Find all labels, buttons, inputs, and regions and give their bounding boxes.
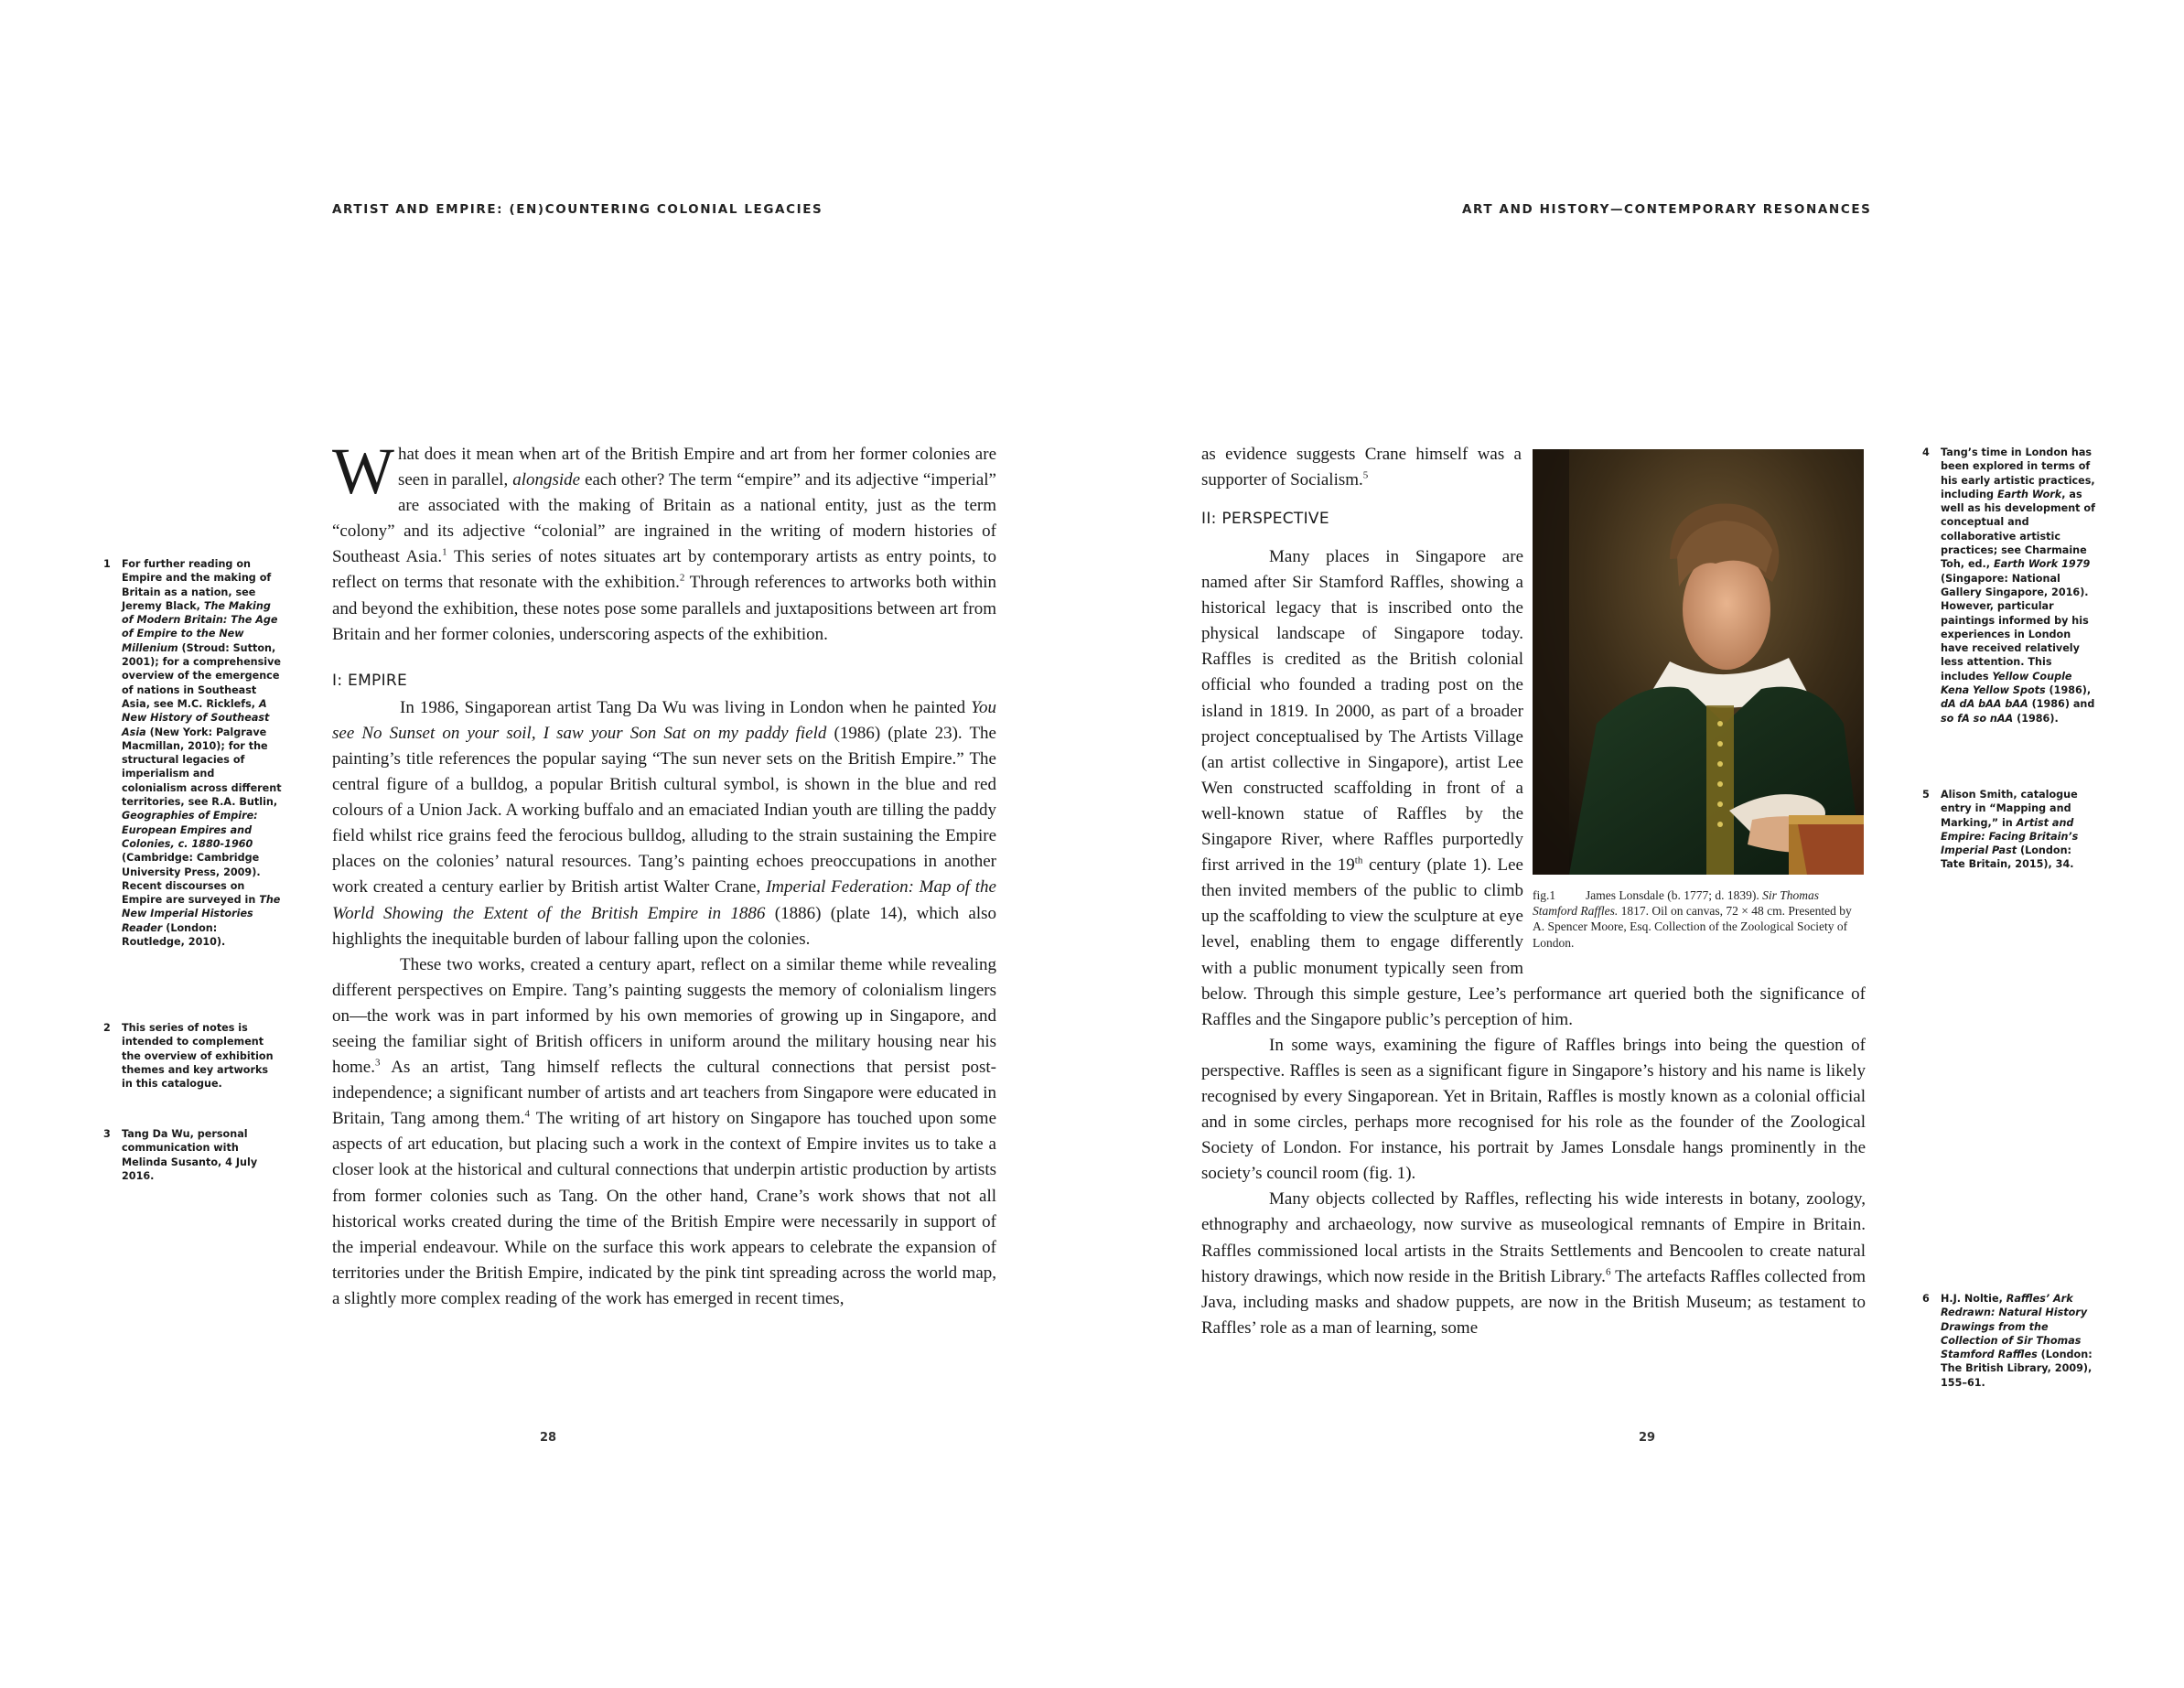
section-heading-empire: I: EMPIRE <box>332 671 408 690</box>
sidenote-4: 4 Tang’s time in London has been explored in terms of his early artistic practices, including Earth Work, as well as his development of conceptual and collaborative artistic practices; see Charmaine Toh, ed., Earth Work 1979 (Singapore: National Gallery Singapore, 2016). However, particular paintings informed by his experiences in London have received relatively less attention. This includes Yellow Couple Kena Yellow Spots (1986), dA dA bAA bAA (1986) and so fA so nAA (1986). <box>1922 446 2095 725</box>
right-column-text <box>1201 442 1522 533</box>
figure-label: fig.1 <box>1533 888 1556 902</box>
paragraph-socialism: as evidence suggests Crane himself was a supporter of Socialism.$^5$ <box>1201 445 1522 490</box>
running-head-right: ART AND HISTORY—CONTEMPORARY RESONANCES <box>1462 202 1872 217</box>
footnote-ref-4[interactable]: 4 <box>524 1108 531 1120</box>
footnote-ref-1[interactable]: 1 <box>442 547 447 559</box>
drop-cap: W <box>332 435 394 508</box>
portrait-painting <box>1533 449 1864 875</box>
sidenote-6: 6 H.J. Noltie, Raffles’ Ark Redrawn: Natural History Drawings from the Collection of Sir Thomas Stamford Raffles (London: The British Library, 2009), 155–61. <box>1922 1293 2093 1389</box>
page-number-left: 28 <box>540 1431 557 1445</box>
paragraph-perspective-1: Many places in Singapore are named after Sir Stamford Raffles, showing a historical legacy that is inscribed onto the physical landscape of Singapore today. Raffles is credited as the British colonial official who founded a trading post on the island in 1819. In 2000, as part of a broader project conceptualised by The Artists Village (an artist collective in Singapore), artist Lee Wen constructed scaffolding in front of a well-known statue of Raffles by the Singapore River, where Raffles purportedly first arrived in the 19th century (plate 1). Lee then invited members of the public to climb up the scaffolding to view the sculpture at eye level, enabling them to engage differently with a public monument typically seen from below. Through this simple gesture, Lee’s performance art queried both the significance of Raffles and the Singapore public’s perception of him. <box>1201 547 1866 1029</box>
sidenote-3: 3 Tang Da Wu, personal communication with Melinda Susanto, 4 July 2016. <box>103 1128 258 1182</box>
paragraph-empire-2: These two works, created a century apart, reflect on a similar theme while revealing different perspectives on Empire. Tang’s painting suggests the memory of colonialism lingers on—the work was in part informed by his own memories of growing up in Singapore, and seeing the familiar sight of British officers in uniform around the military housing near his home.$^3$ As an artist, Tang himself reflects the cultural connections that persist post-independence; a significant number of artists and art teachers from Singapore were educated in Britain, Tang among them.$^4$ The writing of art history on Singapore has touched upon some aspects of art education, but placing such a work in the context of Empire invites us to take a closer look at the historical and cultural connections that underpin artistic production by artists from former colonies such as Tang. On the other hand, Crane’s work shows that not all historical works created during the time of the British Empire were necessarily in support of the imperial endeavour. While on the surface this work appears to celebrate the expansion of territories under the British Empire, indicated by the pink tint spreading across the world map, a slightly more complex reading of the work has emerged in recent times, <box>332 954 996 1308</box>
footnote-ref-5[interactable]: 5 <box>1362 469 1369 481</box>
running-head-left: ARTIST AND EMPIRE: (EN)COUNTERING COLONIAL LEGACIES <box>332 202 823 217</box>
footnote-ref-3[interactable]: 3 <box>374 1057 381 1069</box>
intro-paragraph: What does it mean when art of the British Empire and art from her former colonies are seen in parallel, alongside each other? The term “empire” and its adjective “imperial” are associated with the making of Britain as a national entity, just as the term “colony” and its adjective “colonial” are ingrained in the writing of modern histories of Southeast Asia.$^1$ This series of notes situates art by contemporary artists as entry points, to reflect on terms that resonate with the exhibition.$^2$ Through references to artworks both within and beyond the exhibition, these notes pose some parallels and juxtapositions between art from Britain and her former colonies, underscoring aspects of the exhibition. <box>332 435 996 644</box>
section-heading-perspective: II: PERSPECTIVE <box>1201 510 1329 529</box>
paragraph-empire-1: In 1986, Singaporean artist Tang Da Wu was living in London when he painted You see No Sunset on your soil, I saw your Son Sat on my paddy field (1986) (plate 23). The painting’s title references the popular saying “The sun never sets on the British Empire.” The central figure of a bulldog, a popular British cultural symbol, is shown in the blue and red colours of a Union Jack. A working buffalo and an emaciated Indian youth are tilling the paddy field whilst rice grains feed the ferocious bulldog, alluding to the strain sustaining the Empire places on the colonies’ natural resources. Tang’s painting echoes preoccupations in another work created a century earlier by British artist Walter Crane, Imperial Federation: Map of the World Showing the Extent of the British Empire in 1886 (1886) (plate 14), which also highlights the inequitable burden of labour falling upon the colonies. <box>332 697 996 949</box>
sidenote-5: 5 Alison Smith, catalogue entry in “Mapping and Marking,” in Artist and Empire: Facing Britain’s Imperial Past (London: Tate Britain, 2015), 34. <box>1922 789 2079 871</box>
footnote-ref-2[interactable]: 2 <box>679 573 685 585</box>
paragraph-perspective-2: In some ways, examining the figure of Raffles brings into being the question of perspective. Raffles is seen as a significant figure in Singapore’s history and his name is likely recognised by every Singaporean. Yet in Britain, Raffles is mostly known as a colonial official and in some circles, perhaps more recognised for his role as the founder of the Zoological Society of London. For instance, his portrait by James Lonsdale hangs prominently in the society’s council room (fig. 1). <box>1201 1035 1866 1184</box>
figure-caption: fig.1 James Lonsdale (b. 1777; d. 1839). Sir Thomas Stamford Raffles. 1817. Oil on canvas, 72 × 48 cm. Presented by A. Spencer Moore, Esq. Collection of the Zoological Society of London. <box>1533 888 1852 950</box>
paragraph-perspective-3: Many objects collected by Raffles, reflecting his wide interests in botany, zoology, ethnography and archaeology, now survive as museological remnants of Empire in Britain. Raffles commissioned local artists in the Straits Settlements and Bencoolen to create natural history drawings, which now reside in the British Library.$^6$ The artefacts Raffles collected from Java, including masks and shadow puppets, are now in the British Museum; as testament to Raffles’ role as a man of learning, some <box>1201 1189 1867 1338</box>
portrait-image <box>1533 449 1864 875</box>
left-main-text <box>332 435 996 1312</box>
sidenote-2: 2 This series of notes is intended to complement the overview of exhibition themes and key artworks in this catalogue. <box>103 1022 274 1091</box>
footnote-ref-6[interactable]: 6 <box>1605 1266 1611 1278</box>
page-number-right: 29 <box>1639 1431 1656 1445</box>
sidenote-1: 1 For further reading on Empire and the making of Britain as a nation, see Jeremy Black, The Making of Modern Britain: The Age of Empire to the New Millenium (Stroud: Sutton, 2001); for a comprehensive overview of the emergence of nations in Southeast Asia, see M.C. Ricklefs, A New History of Southeast Asia (New York: Palgrave Macmillan, 2010); for the structural legacies of imperialism and colonialism across different territories, see R.A. Butlin, Geographies of Empire: European Empires and Colonies, c. 1880-1960 (Cambridge: Cambridge University Press, 2009). Recent discourses on Empire are surveyed in The New Imperial Histories Reader (London: Routledge, 2010). <box>103 558 282 949</box>
